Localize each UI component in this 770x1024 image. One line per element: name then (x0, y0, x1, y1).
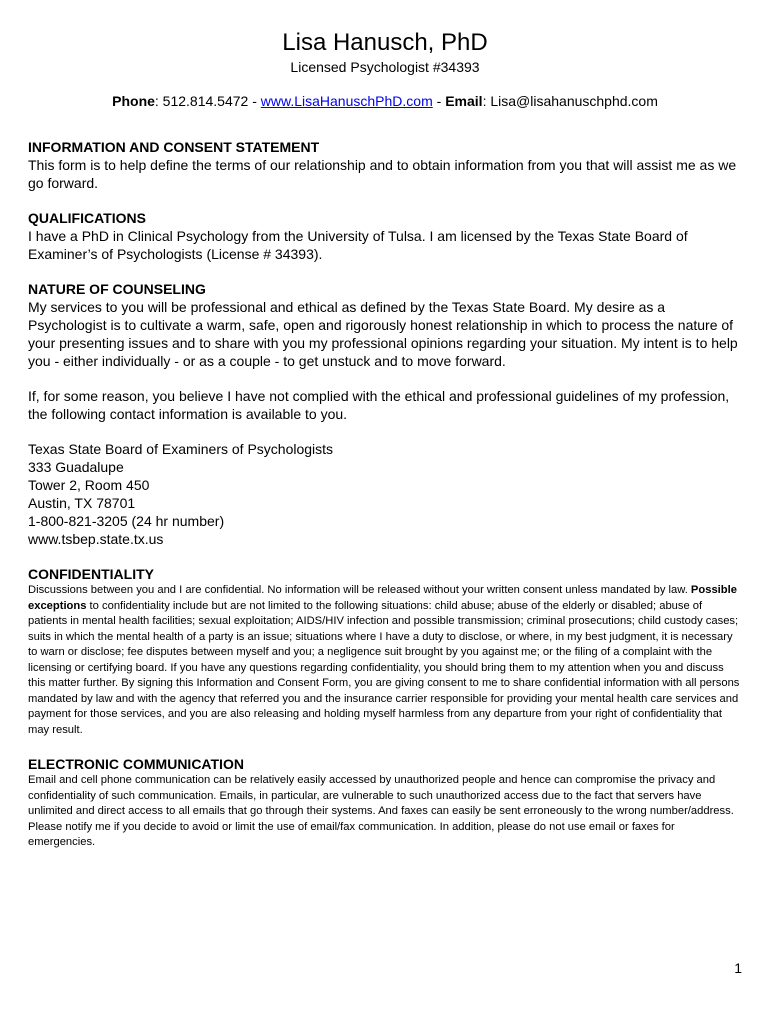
confidentiality-bold: Possible exceptions (28, 584, 737, 612)
address-line-1: Texas State Board of Examiners of Psychologists (28, 441, 334, 457)
nature-text: My services to you will be professional and ethical as defined by the Texas State Board. My desire as a Psychologist is to cultivate a warm, safe, open and rigorously honest relationship in which to process the nature of your presenting issues and to share with you my professional opinions regarding your situation. My intent is to help you - either individually - or as a couple - to get unstuck and to move forward. (28, 299, 738, 369)
board-address (28, 440, 742, 548)
contact-line (28, 92, 742, 110)
section-qualifications (28, 209, 742, 263)
address-line-5: 1-800-821-3205 (24 hr number) (28, 513, 225, 529)
website-link[interactable]: www.LisaHanuschPhD.com (260, 93, 433, 109)
address-line-3: Tower 2, Room 450 (28, 477, 150, 493)
email-value: : Lisa@lisahanuschphd.com (482, 93, 658, 109)
confidentiality-text-b: to confidentiality include but are not limited to the following situations: child abuse; abuse of the elderly or disabled; abuse of patients in mental health facilities; sexual exploitation; AIDS/HIV infection and possible transmission; criminal prosecutions; child custody cases; suits in which the mental health of a party is an issue; situations where I have a duty to disclose, or where, in my best judgment, it is necessary to warn or disclose; fee disputes between myself and you; a negligence suit brought by you against me; or the filing of a complaint with the licensing or certifying board. If you have any questions regarding confidentiality, you should bring them to my attention when you and discuss this matter further. By signing this Information and Consent Form, you are giving consent to me to share confidential information with all persons mandated by law and with the agency that referred you and the insurance carrier responsible for providing your mental health care services and payment for those services, and you are also releasing and holding myself harmless from any departure from your right of confidentiality that may result. (28, 599, 740, 736)
section-electronic (28, 755, 742, 851)
page-number: 1 (734, 960, 742, 976)
qualifications-text: I have a PhD in Clinical Psychology from the University of Tulsa. I am licensed by the Texas State Board of Examiner’s of Psychologists (License # 34393). (28, 228, 688, 262)
phone-label: Phone (112, 93, 155, 109)
address-line-2: 333 Guadalupe (28, 459, 124, 475)
contact-separator: - (432, 93, 446, 109)
section-title-electronic: ELECTRONIC COMMUNICATION (28, 756, 244, 772)
section-information (28, 138, 742, 192)
electronic-text: Email and cell phone communication can be relatively easily accessed by unauthorized people and hence can compromise the privacy and confidentiality of such communication. Emails, in particular, are vulnerable to such unauthorized access due to the fact that servers have unlimited and direct access to all emails that go through their systems. And faxes can easily be sent erroneously to the wrong number/address. Please notify me if you decide to avoid or limit the use of email/fax communication. In addition, please do not use email or faxes for emergencies. (28, 774, 734, 848)
practitioner-name: Lisa Hanusch, PhD (282, 29, 488, 56)
section-title-confidentiality: CONFIDENTIALITY (28, 566, 154, 582)
section-complaint (28, 387, 742, 423)
letterhead (28, 0, 742, 110)
section-title-qualifications: QUALIFICATIONS (28, 210, 146, 226)
complaint-text: If, for some reason, you believe I have not complied with the ethical and professional guidelines of my profession, the following contact information is available to you. (28, 388, 730, 422)
section-title-information: INFORMATION AND CONSENT STATEMENT (28, 139, 320, 155)
phone-value: : 512.814.5472 - (154, 93, 261, 109)
address-line-4: Austin, TX 78701 (28, 495, 136, 511)
address-line-6: www.tsbep.state.tx.us (28, 531, 164, 547)
license-line: Licensed Psychologist #34393 (290, 59, 480, 75)
section-title-nature: NATURE OF COUNSELING (28, 281, 206, 297)
confidentiality-text-a: Discussions between you and I are confidential. No information will be released without your written consent unless mandated by law. (28, 584, 691, 596)
email-label: Email (445, 93, 483, 109)
confidentiality-text (28, 583, 742, 738)
information-text: This form is to help define the terms of our relationship and to obtain information from you that will assist me as we go forward. (28, 157, 737, 191)
section-confidentiality (28, 565, 742, 738)
section-nature (28, 280, 742, 370)
